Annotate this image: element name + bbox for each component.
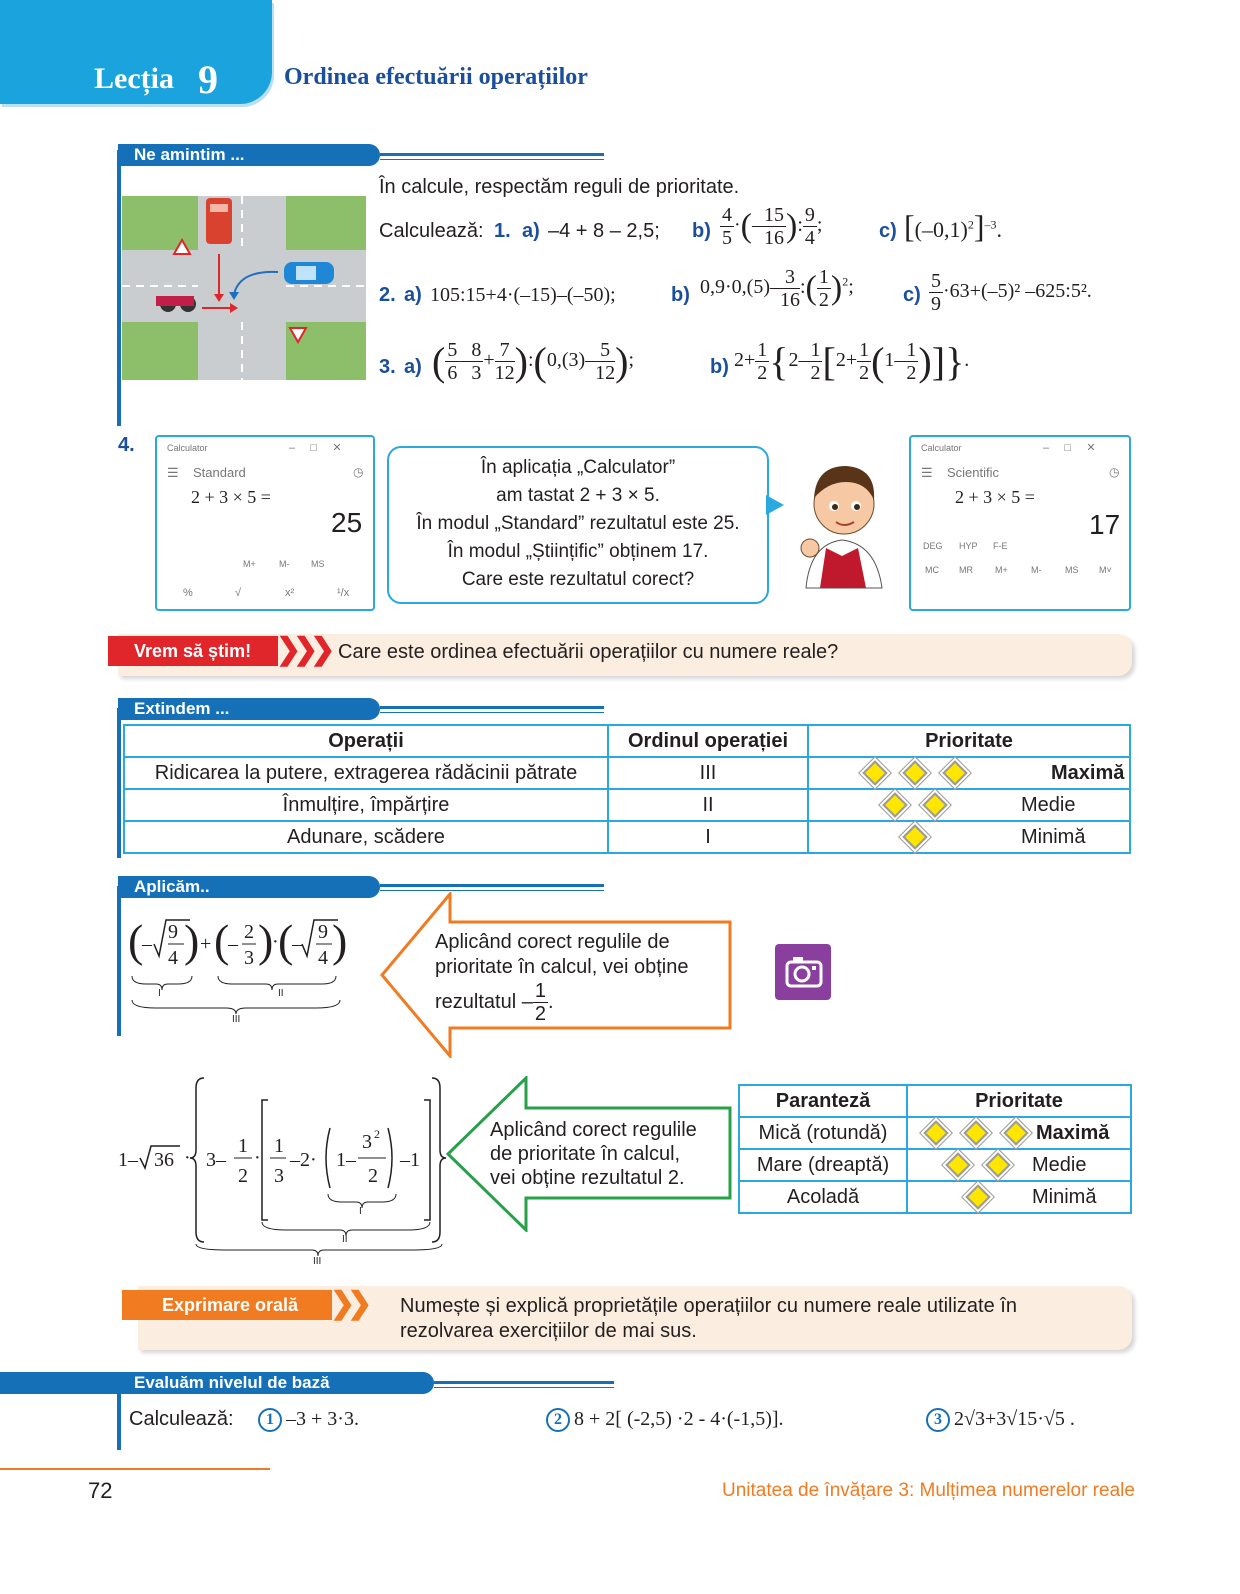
col-header: Ordinul operației xyxy=(608,725,808,757)
arrow2-line: de prioritate în calcul, xyxy=(490,1143,681,1165)
section-rule xyxy=(380,712,604,713)
section-side-line xyxy=(117,1382,121,1450)
oral-line: Numește și explică proprietățile operațiilor cu numere reale utilizate în xyxy=(400,1295,1017,1317)
priority-label: Medie xyxy=(1032,1153,1087,1176)
svg-text:–: – xyxy=(292,933,302,955)
arrow2-text xyxy=(490,1118,697,1190)
bubble-line: În modul „Științific” obținem 17. xyxy=(447,541,709,562)
diamond-icon xyxy=(902,824,927,849)
priority-cell xyxy=(907,1117,1131,1149)
diamond-icon xyxy=(902,760,927,785)
mem-key: M- xyxy=(1031,565,1042,575)
oral-text xyxy=(400,1294,1017,1344)
diamond-icon xyxy=(923,1120,948,1145)
order-cell: II xyxy=(608,789,808,821)
mem-key: MR xyxy=(959,565,973,575)
svg-text:(: ( xyxy=(214,915,230,966)
ex2c-suffix: ·63+(–5)² –625:5². xyxy=(943,280,1092,303)
svg-text:3: 3 xyxy=(244,947,254,969)
svg-text:3–: 3– xyxy=(206,1149,226,1171)
brace-label: III xyxy=(232,1014,241,1025)
col-header: Prioritate xyxy=(907,1085,1131,1117)
boy-illustration xyxy=(786,452,898,592)
arrow2-line: Aplicând corect regulile xyxy=(490,1119,697,1141)
priority-diamonds xyxy=(809,794,1005,817)
bubble-line: am tastat 2 + 3 × 5. xyxy=(496,485,660,506)
order-cell: III xyxy=(608,757,808,789)
diamond-icon xyxy=(985,1152,1010,1177)
svg-text:1–: 1– xyxy=(336,1149,356,1171)
window-controls: – □ ✕ xyxy=(289,442,342,454)
item-number: 3 xyxy=(926,1408,950,1432)
vrem-question: Care este ordinea efectuării operațiilor cu numere reale? xyxy=(338,641,839,663)
expression-1 xyxy=(126,904,352,1034)
svg-text:–: – xyxy=(228,933,238,955)
ex1c-expression: $[(-0,1)^2]^{-3}$. xyxy=(904,208,1002,244)
ex2b-prefix: 0,9·0,(5)– xyxy=(700,276,780,299)
operation-cell: Ridicarea la putere, extragerea rădăcinii pătrate xyxy=(124,757,608,789)
brace-label: II xyxy=(342,1234,348,1245)
section-rule xyxy=(434,1387,614,1388)
svg-text:–: – xyxy=(142,933,152,955)
mem-key: MS xyxy=(311,559,325,569)
item-expression: 8 + 2[ (-2,5) ·2 - 4·(-1,5)]. xyxy=(574,1408,784,1430)
table-row xyxy=(739,1117,1131,1149)
intersection-illustration xyxy=(122,196,366,380)
table-row xyxy=(739,1149,1131,1181)
calc-mode: Scientific xyxy=(947,465,1000,480)
mem-key: M˅ xyxy=(1099,565,1112,575)
chevrons-icon: ❯❯❯ xyxy=(276,633,328,666)
item-number: 1 xyxy=(258,1408,282,1432)
lesson-number: 9 xyxy=(198,57,218,102)
calculator-standard xyxy=(155,435,375,611)
col-header: Operații xyxy=(124,725,608,757)
svg-text:4: 4 xyxy=(168,947,178,969)
section-side-line xyxy=(117,708,121,858)
ex2b-label: b) xyxy=(671,284,690,306)
priority-cell xyxy=(808,821,1130,853)
section-rule xyxy=(380,890,604,891)
diamond-icon xyxy=(945,1152,970,1177)
svg-text:(: ( xyxy=(278,915,294,966)
svg-text:+: + xyxy=(200,933,212,955)
section-rule xyxy=(380,153,604,156)
bubble-line: În modul „Standard” rezultatul este 25. xyxy=(416,513,740,534)
ex2c-label: c) xyxy=(903,284,921,306)
svg-text:2: 2 xyxy=(374,1127,380,1141)
svg-text:(: ( xyxy=(128,915,144,966)
section-heading-evaluam: Evaluăm nivelul de bază xyxy=(0,1372,434,1394)
svg-text:1: 1 xyxy=(238,1135,248,1157)
ex1b-expression: $\frac{4}{5}$ ·(– $\frac{15}{16}$ ): $\frac{9}{4}$ ; xyxy=(722,204,823,249)
menu-icon: ☰ xyxy=(167,465,179,480)
bubble-line: Care este rezultatul corect? xyxy=(461,569,695,590)
history-icon: ◷ xyxy=(353,465,364,479)
intro-text: În calcule, respectăm reguli de prioritate. xyxy=(379,176,740,198)
brace-label: I xyxy=(359,1206,362,1217)
mem-key: M- xyxy=(279,559,290,569)
ex3a-label: a) xyxy=(404,356,422,378)
section-rule xyxy=(380,706,604,709)
col-header: Prioritate xyxy=(808,725,1130,757)
operations-table xyxy=(123,724,1131,854)
history-icon: ◷ xyxy=(1109,465,1120,479)
calc-key: % xyxy=(183,587,193,599)
order-cell: I xyxy=(608,821,808,853)
page-number: 72 xyxy=(88,1478,113,1503)
brace-label: III xyxy=(313,1256,322,1267)
svg-text:·: · xyxy=(272,931,279,953)
evaluam-calc-label: Calculează: xyxy=(129,1408,234,1430)
table-row xyxy=(124,757,1130,789)
priority-label: Maximă xyxy=(1051,761,1125,784)
priority-cell xyxy=(907,1181,1131,1213)
ex1-number: 1. xyxy=(494,220,511,242)
operation-cell: Adunare, scădere xyxy=(124,821,608,853)
priority-diamonds xyxy=(908,1122,1036,1145)
priority-diamonds xyxy=(809,762,1051,785)
table-row xyxy=(124,821,1130,853)
eval-item-3 xyxy=(926,1408,1075,1432)
section-side-line xyxy=(117,150,121,426)
chevrons-icon: ❯❯ xyxy=(330,1287,365,1320)
ex4-number: 4. xyxy=(118,434,135,456)
svg-text:4: 4 xyxy=(318,947,328,969)
footer-unit: Unitatea de învățare 3: Mulțimea numerelor reale xyxy=(722,1480,1135,1501)
calc-app-title: Calculator xyxy=(167,443,208,453)
ex2a-expression: 105:15+4·(–15)–(–50); xyxy=(430,284,616,306)
priority-cell xyxy=(808,757,1130,789)
section-heading-aplicam: Aplicăm.. xyxy=(118,876,380,898)
footer-rule xyxy=(0,1468,270,1470)
camera-icon[interactable] xyxy=(775,944,831,1000)
svg-text:2: 2 xyxy=(244,921,254,943)
mem-key: MC xyxy=(925,565,939,575)
svg-text:1–: 1– xyxy=(118,1149,138,1171)
priority-label: Maximă xyxy=(1036,1121,1110,1144)
section-rule xyxy=(380,884,604,887)
calc-key: ¹/x xyxy=(337,587,350,599)
ex3a-expression: ( $\frac{5}{6}$ – $\frac{8}{3}$ + $\frac{7}{12}$ ):(0,(3)– $\frac{5}{12}$ ); xyxy=(432,339,635,384)
svg-text:9: 9 xyxy=(168,921,178,943)
priority-cell xyxy=(808,789,1130,821)
calc-app-title: Calculator xyxy=(921,443,962,453)
ex2b-expression: 0,9·0,(5)– $\frac{3}{16}$ :( $\frac{1}{2}$ )$^2$; xyxy=(700,266,854,311)
priority-diamonds xyxy=(908,1186,1032,1209)
ex2c-expression: $\frac{5}{9}$ ·63+(–5)² –625:5². xyxy=(931,270,1092,315)
arrow1-line: rezultatul xyxy=(435,990,517,1013)
svg-text:3: 3 xyxy=(274,1165,284,1187)
calc-key: x² xyxy=(285,587,295,599)
item-expression: –3 + 3·3. xyxy=(286,1408,359,1430)
bubble-pointer xyxy=(766,495,784,515)
svg-text:2: 2 xyxy=(238,1165,248,1187)
paren-name-cell: Acoladă xyxy=(739,1181,907,1213)
ex1a-expression: –4 + 8 – 2,5; xyxy=(548,220,660,242)
calc-mode: Standard xyxy=(193,465,246,480)
arrow1-line: prioritate în calcul, vei obține xyxy=(435,956,689,978)
svg-text:–2·: –2· xyxy=(290,1149,317,1171)
priority-label: Medie xyxy=(1021,793,1076,816)
calc-result: 17 xyxy=(1089,509,1121,540)
result-numerator: 1 xyxy=(534,980,546,1002)
mem-key: MS xyxy=(1065,565,1079,575)
oral-tag: Exprimare orală xyxy=(122,1290,332,1320)
lesson-title: Ordinea efectuării operațiilor xyxy=(284,64,588,90)
diamond-icon xyxy=(1003,1120,1028,1145)
menu-icon: ☰ xyxy=(921,465,933,480)
brace-label: II xyxy=(278,988,284,999)
svg-text:): ) xyxy=(184,915,200,966)
table-row xyxy=(124,789,1130,821)
svg-text:3: 3 xyxy=(362,1131,372,1153)
speech-bubble xyxy=(387,446,769,604)
priority-diamonds xyxy=(809,826,1005,849)
diamond-icon xyxy=(922,792,947,817)
paren-name-cell: Mare (dreaptă) xyxy=(739,1149,907,1181)
sci-key: DEG xyxy=(923,541,943,551)
section-heading-amintim: Ne amintim ... xyxy=(118,144,380,166)
result-denominator: 2 xyxy=(534,1003,546,1025)
section-rule xyxy=(434,1381,614,1384)
ex1a-label: a) xyxy=(522,220,540,242)
calc-expression: 2 + 3 × 5 = xyxy=(191,487,271,507)
calc-key: √ xyxy=(235,587,242,599)
ex2a-label: a) xyxy=(404,284,422,306)
section-rule xyxy=(380,159,604,160)
arrow1-line-result: rezultatul – $\frac{1}{2}$ . xyxy=(435,980,554,1025)
operation-cell: Înmulțire, împărțire xyxy=(124,789,608,821)
ex2-number: 2. xyxy=(379,284,396,306)
lesson-word: Lecția xyxy=(94,62,174,95)
calc-expression: 2 + 3 × 5 = xyxy=(955,487,1035,507)
svg-text:36: 36 xyxy=(154,1149,174,1171)
expression-2 xyxy=(116,1072,450,1270)
arrow1-line: Aplicând corect regulile de xyxy=(435,931,670,953)
bubble-line: În aplicația „Calculator” xyxy=(480,457,676,478)
brace-label: I xyxy=(158,988,161,999)
diamond-icon xyxy=(942,760,967,785)
section-side-line xyxy=(117,886,121,1036)
eval-item-1 xyxy=(258,1408,359,1432)
calculeaza-label: Calculează: xyxy=(379,220,484,242)
ex1b-label: b) xyxy=(692,220,711,242)
ex3b-expression: 2+ $\frac{1}{2}$ {2– $\frac{1}{2}$ [2+ $\frac{1}{2}$ (1– $\frac{1}{2}$ )]}. xyxy=(734,339,970,384)
svg-text:1: 1 xyxy=(274,1135,284,1157)
paren-name-cell: Mică (rotundă) xyxy=(739,1117,907,1149)
oral-line: rezolvarea exercițiilor de mai sus. xyxy=(400,1320,697,1342)
svg-text:): ) xyxy=(258,915,274,966)
arrow2-line: vei obține rezultatul 2. xyxy=(490,1167,685,1189)
calc-result: 25 xyxy=(331,507,363,538)
eval-item-2 xyxy=(546,1408,784,1432)
ex3b-label: b) xyxy=(710,356,729,378)
item-number: 2 xyxy=(546,1408,570,1432)
priority-label: Minimă xyxy=(1021,825,1086,848)
svg-text:–1: –1 xyxy=(400,1149,420,1171)
diamond-icon xyxy=(965,1184,990,1209)
arrow1-text xyxy=(435,930,688,1025)
ex3-number: 3. xyxy=(379,356,396,378)
svg-text:·: · xyxy=(184,1147,191,1169)
table-row xyxy=(739,1181,1131,1213)
svg-text:2: 2 xyxy=(368,1165,378,1187)
priority-label: Minimă xyxy=(1032,1185,1097,1208)
item-expression: 2√3+3√15·√5 . xyxy=(954,1408,1075,1430)
svg-text:): ) xyxy=(332,915,348,966)
priority-cell xyxy=(907,1149,1131,1181)
diamond-icon xyxy=(882,792,907,817)
col-header: Paranteză xyxy=(739,1085,907,1117)
calculator-scientific xyxy=(909,435,1131,611)
diamond-icon xyxy=(963,1120,988,1145)
section-heading-extindem: Extindem ... xyxy=(118,698,380,720)
priority-diamonds xyxy=(908,1154,1032,1177)
window-controls: – □ ✕ xyxy=(1043,442,1096,454)
parentheses-table xyxy=(738,1084,1132,1214)
vrem-tag: Vrem să știm! xyxy=(108,636,278,666)
sci-key: HYP xyxy=(959,541,978,551)
svg-text:·: · xyxy=(254,1147,261,1169)
ex1c-label: c) xyxy=(879,220,897,242)
mem-key: M+ xyxy=(243,559,256,569)
sci-key: F-E xyxy=(993,541,1008,551)
svg-text:9: 9 xyxy=(318,921,328,943)
mem-key: M+ xyxy=(995,565,1008,575)
diamond-icon xyxy=(862,760,887,785)
